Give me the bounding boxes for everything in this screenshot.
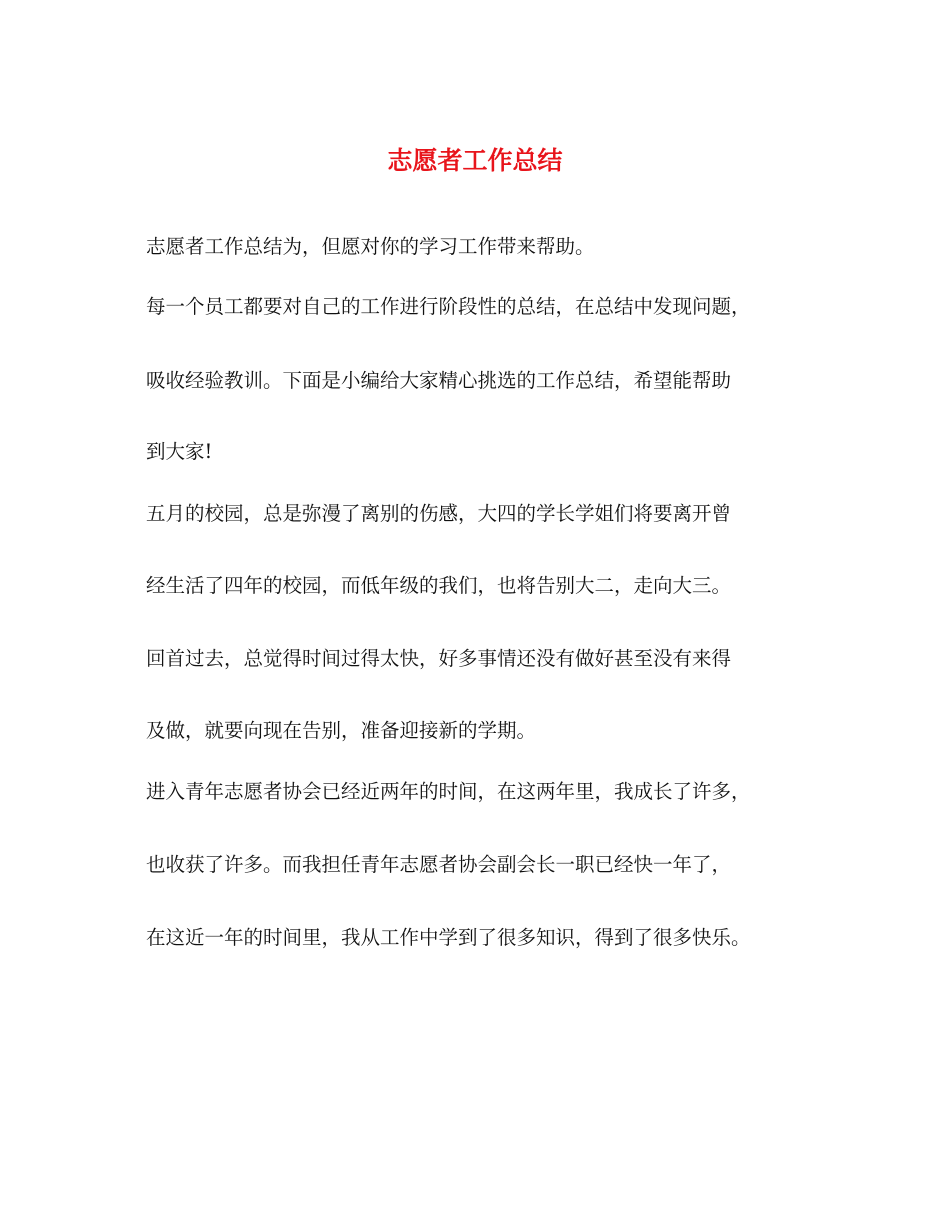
body-line: 吸收经验教训。下面是小编给大家精心挑选的工作总结，希望能帮助 (146, 369, 732, 392)
body-line: 到大家! (146, 440, 213, 463)
body-line: 志愿者工作总结为，但愿对你的学习工作带来帮助。 (146, 235, 595, 258)
body-line: 进入青年志愿者协会已经近两年的时间，在这两年里，我成长了许多， (146, 780, 751, 803)
body-line: 经生活了四年的校园，而低年级的我们，也将告别大二，走向大三。 (146, 574, 732, 597)
body-line: 每一个员工都要对自己的工作进行阶段性的总结，在总结中发现问题， (146, 295, 751, 318)
body-line: 在这近一年的时间里，我从工作中学到了很多知识，得到了很多快乐。 (146, 926, 751, 949)
body-line: 五月的校园，总是弥漫了离别的伤感，大四的学长学姐们将要离开曾 (146, 502, 732, 525)
body-line: 也收获了许多。而我担任青年志愿者协会副会长一职已经快一年了， (146, 853, 732, 876)
body-line: 及做，就要向现在告别，准备迎接新的学期。 (146, 719, 537, 742)
document-title: 志愿者工作总结 (387, 146, 563, 175)
body-line: 回首过去，总觉得时间过得太快，好多事情还没有做好甚至没有来得 (146, 647, 732, 670)
